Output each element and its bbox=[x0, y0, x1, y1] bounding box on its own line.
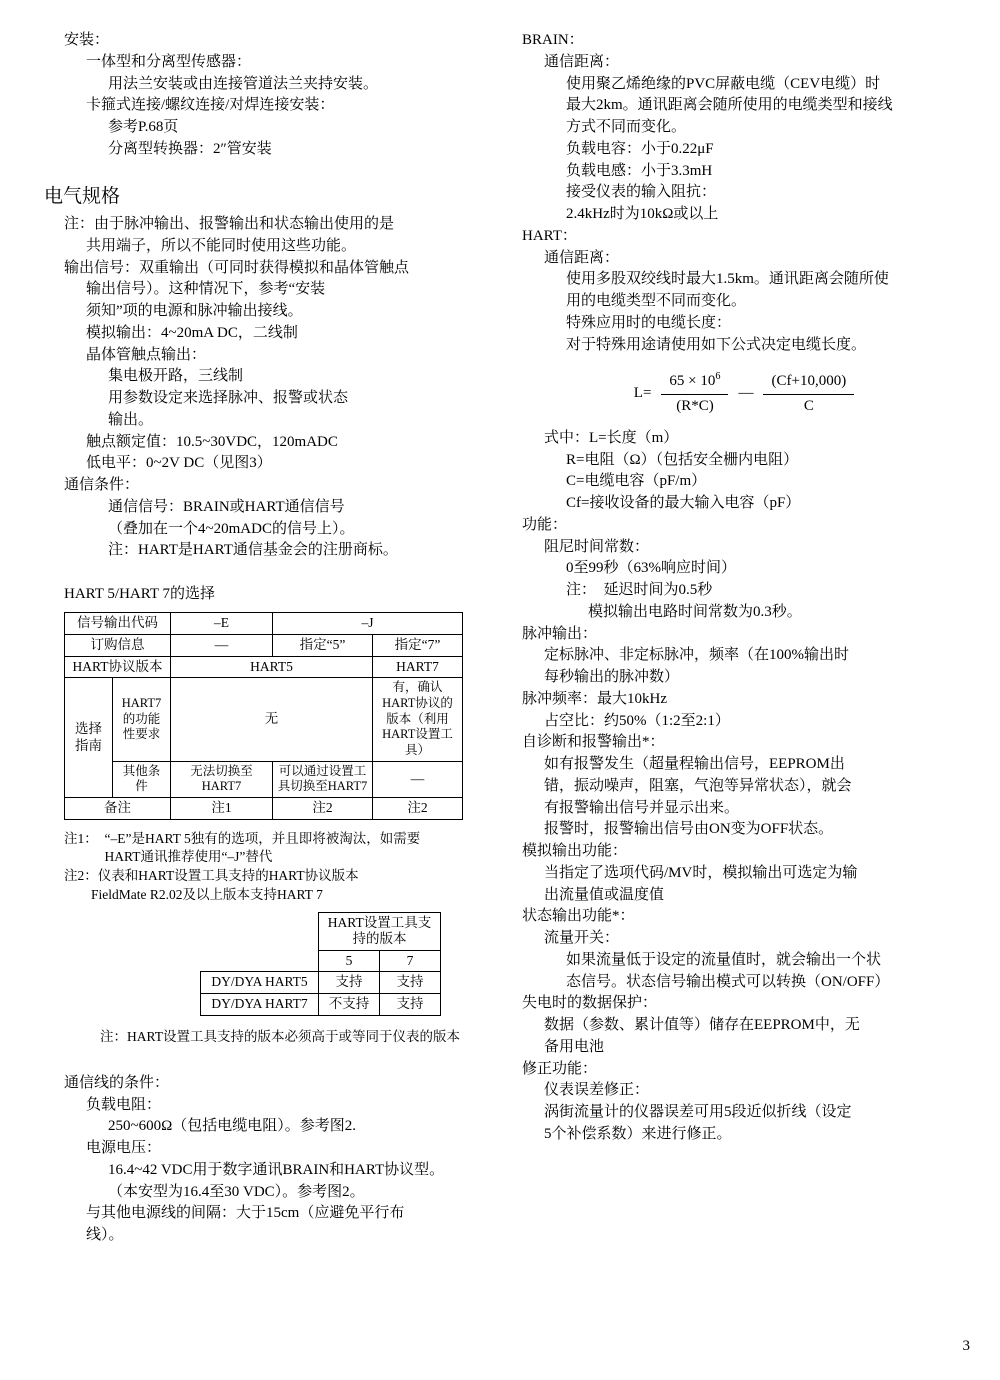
cell-none: 无 bbox=[171, 678, 373, 761]
table-row bbox=[65, 634, 463, 656]
cell-can-switch: 可以通过设置工具切换至HART7 bbox=[273, 761, 373, 797]
func-line-24: 备用电池 bbox=[544, 1038, 605, 1055]
cell-empty bbox=[201, 913, 319, 950]
cell-note2-b: 注2 bbox=[373, 797, 463, 819]
cell-signal-output-code: 信号输出代码 bbox=[65, 612, 171, 634]
func-line-9: 占空比：约50%（1:2至2:1） bbox=[544, 712, 730, 729]
func-line-19: 流量开关： bbox=[544, 930, 620, 946]
cell-yes-confirm: 有，确认HART协议的版本（利用HART设置工具） bbox=[373, 678, 463, 761]
function-block bbox=[522, 515, 972, 1146]
spec-line-11: 低电平：0~2V DC（见图3） bbox=[86, 455, 272, 472]
legend-line-0: 式中：L=长度（m） bbox=[544, 429, 679, 446]
section-title-electrical: 电气规格 bbox=[44, 185, 121, 207]
cell-hart5: HART5 bbox=[171, 656, 373, 678]
cell-col-5: 5 bbox=[319, 950, 380, 972]
cell-order-info: 订购信息 bbox=[65, 634, 171, 656]
cell-cannot-switch: 无法切换至HART7 bbox=[171, 761, 273, 797]
brain-line-2: 使用聚乙烯绝缘的PVC屏蔽电缆（CEV电缆）时 bbox=[566, 75, 881, 92]
cell-row-label-hart5: DY/DYA HART5 bbox=[201, 972, 319, 994]
table-row bbox=[201, 972, 441, 994]
brain-line-3: 最大2km。通讯距离会随所使用的电缆类型和接线 bbox=[566, 97, 893, 114]
install-line-0: 安装： bbox=[64, 32, 110, 48]
table-row bbox=[201, 950, 441, 972]
cell-hart5-v7: 支持 bbox=[380, 972, 441, 994]
spec-line-13: 通信信号：BRAIN或HART通信信号 bbox=[108, 498, 345, 515]
table-row bbox=[65, 612, 463, 634]
note-line-2: 注2：仪表和HART设置工具支持的HART协议版本 bbox=[64, 867, 359, 883]
cell-e-code: –E bbox=[171, 612, 273, 634]
cell-order-j7: 指定“7” bbox=[373, 634, 463, 656]
spec-block bbox=[42, 214, 490, 562]
spec-line-2: 输出信号：双重输出（可同时获得模拟和晶体管触点 bbox=[64, 259, 410, 276]
cell-dash: — bbox=[373, 761, 463, 797]
hart-tool-table-wrap bbox=[200, 912, 490, 1016]
cell-other-conditions: 其他条件 bbox=[113, 761, 171, 797]
comm-line-5: （本安型为16.4至30 VDC）。参考图2。 bbox=[108, 1183, 365, 1200]
cell-note1: 注1 bbox=[171, 797, 273, 819]
formula-num1-text: 65 × 10 bbox=[669, 373, 716, 390]
cell-row-label-hart7: DY/DYA HART7 bbox=[201, 994, 319, 1016]
cell-hart7-v5: 不支持 bbox=[319, 994, 380, 1016]
note-line-3: FieldMate R2.02及以上版本支持HART 7 bbox=[64, 886, 323, 902]
func-line-0: 功能： bbox=[522, 516, 568, 533]
left-column bbox=[42, 30, 490, 1247]
cell-order-e: — bbox=[171, 634, 273, 656]
formula-minus-sign: — bbox=[738, 385, 754, 402]
brain-line-6: 负载电感：小于3.3mH bbox=[566, 162, 713, 179]
legend-line-1: R=电阻（Ω）（包括安全栅内电阻） bbox=[566, 451, 799, 468]
hart-line-3: 用的电缆类型不同而变化。 bbox=[566, 293, 747, 309]
brain-line-5: 负载电容：小于0.22μF bbox=[566, 140, 714, 157]
func-line-16: 当指定了选项代码/MV时，模拟输出可选定为输 bbox=[544, 864, 858, 881]
func-line-13: 有报警输出信号并显示出来。 bbox=[544, 799, 740, 816]
func-line-14: 报警时，报警输出信号由ON变为OFF状态。 bbox=[544, 821, 834, 838]
spec-line-4: 须知”项的电源和脉冲输出接线。 bbox=[86, 303, 303, 320]
install-line-3: 卡箍式连接/螺纹连接/对焊连接安装： bbox=[86, 97, 335, 114]
brain-line-0: BRAIN： bbox=[522, 32, 584, 48]
cell-note2-a: 注2 bbox=[273, 797, 373, 819]
func-line-23: 数据（参数、累计值等）储存在EEPROM中，无 bbox=[544, 1017, 860, 1033]
note-table2: 注：HART设置工具支持的版本必须高于或等同于仪表的版本 bbox=[100, 1029, 460, 1045]
func-line-27: 涡街流量计的仪器误差可用5段近似折线（设定 bbox=[544, 1104, 852, 1120]
func-line-15: 模拟输出功能： bbox=[522, 843, 628, 859]
cell-selection-guide: 选择指南 bbox=[65, 678, 113, 797]
spec-line-12: 通信条件： bbox=[64, 477, 140, 494]
spec-line-8: 用参数设定来选择脉冲、报警或状态 bbox=[108, 390, 349, 407]
install-line-5: 分离型转换器：2″管安装 bbox=[108, 140, 272, 157]
func-line-8: 脉冲频率：最大10kHz bbox=[522, 690, 667, 707]
install-block bbox=[42, 30, 490, 161]
formula-fraction-2 bbox=[763, 371, 854, 418]
legend-line-2: C=电缆电容（pF/m） bbox=[566, 473, 707, 490]
cell-hart7: HART7 bbox=[373, 656, 463, 678]
comm-line-2: 250~600Ω（包括电缆电阻）。参考图2. bbox=[108, 1118, 357, 1135]
cell-order-j5: 指定“5” bbox=[273, 634, 373, 656]
func-line-25: 修正功能： bbox=[522, 1060, 598, 1077]
formula-legend bbox=[522, 428, 972, 515]
func-line-11: 如有报警发生（超量程输出信号，EEPROM出 bbox=[544, 756, 845, 772]
cable-length-formula bbox=[522, 370, 972, 418]
right-column bbox=[522, 30, 972, 1146]
comm-line-6: 与其他电源线的间隔：大于15cm（应避免平行布 bbox=[86, 1205, 405, 1222]
comm-line-3: 电源电压： bbox=[86, 1140, 162, 1157]
comm-line-block bbox=[42, 1073, 490, 1247]
cell-j-code: –J bbox=[273, 612, 463, 634]
func-line-10: 自诊断和报警输出*： bbox=[522, 734, 665, 751]
cell-tool-version-header: HART设置工具支持的版本 bbox=[319, 913, 441, 950]
page-number: 3 bbox=[962, 1338, 970, 1355]
notes-block-1 bbox=[64, 830, 490, 905]
func-line-12: 错，振动噪声，阻塞，气泡等异常状态），就会 bbox=[544, 777, 852, 794]
cell-hart5-v5: 支持 bbox=[319, 972, 380, 994]
spec-line-3: 输出信号）。这种情况下，参考“安装 bbox=[86, 281, 326, 298]
install-line-4: 参考P.68页 bbox=[108, 119, 179, 135]
func-line-7: 每秒输出的脉冲数） bbox=[544, 669, 680, 685]
hart-line-2: 使用多股双绞线时最大1.5km。通讯距离会随所使 bbox=[566, 271, 889, 288]
brain-line-1: 通信距离： bbox=[544, 53, 620, 70]
spec-line-5: 模拟输出：4~20mA DC，二线制 bbox=[86, 324, 298, 341]
cell-protocol-version: HART协议版本 bbox=[65, 656, 171, 678]
install-line-2: 用法兰安装或由连接管道法兰夹持安装。 bbox=[108, 75, 379, 92]
spec-line-1: 共用端子，所以不能同时使用这些功能。 bbox=[86, 237, 357, 254]
spec-line-6: 晶体管触点输出： bbox=[86, 346, 207, 363]
comm-line-4: 16.4~42 VDC用于数字通讯BRAIN和HART协议型。 bbox=[108, 1161, 445, 1178]
func-line-5: 脉冲输出： bbox=[522, 625, 598, 642]
comm-line-7: 线）。 bbox=[86, 1227, 124, 1244]
hart-line-4: 特殊应用时的电缆长度： bbox=[566, 314, 732, 331]
func-line-26: 仪表误差修正： bbox=[544, 1082, 650, 1099]
func-line-2: 0至99秒（63%响应时间） bbox=[566, 560, 736, 577]
legend-line-3: Cf=接收设备的最大输入电容（pF） bbox=[566, 495, 801, 511]
func-line-28: 5个补偿系数）来进行修正。 bbox=[544, 1125, 732, 1142]
hart-select-title: HART 5/HART 7的选择 bbox=[64, 586, 215, 603]
func-line-6: 定标脉冲、非定标脉冲，频率（在100%输出时 bbox=[544, 647, 849, 664]
formula-numerator-1 bbox=[661, 370, 728, 395]
hart-line-1: 通信距离： bbox=[544, 249, 620, 266]
brain-line-7: 接受仪表的输入阻抗： bbox=[566, 184, 717, 201]
formula-denominator-1: (R*C) bbox=[676, 398, 714, 414]
spec-line-9: 输出。 bbox=[108, 411, 154, 428]
table-row bbox=[201, 994, 441, 1016]
install-line-1: 一体型和分离型传感器： bbox=[86, 53, 252, 70]
func-line-3: 注： 延迟时间为0.5秒 bbox=[566, 582, 713, 598]
spec-line-7: 集电极开路，三线制 bbox=[108, 368, 244, 385]
comm-line-0: 通信线的条件： bbox=[64, 1074, 170, 1091]
func-line-20: 如果流量低于设定的流量值时，就会输出一个状 bbox=[566, 951, 882, 968]
func-line-4: 模拟输出电路时间常数为0.3秒。 bbox=[588, 603, 802, 620]
brain-line-8: 2.4kHz时为10kΩ或以上 bbox=[566, 206, 719, 222]
formula-denominator-2: C bbox=[803, 397, 814, 414]
hart-select-table-wrap bbox=[64, 612, 490, 820]
cell-remark: 备注 bbox=[65, 797, 171, 819]
func-line-18: 状态输出功能*： bbox=[522, 908, 635, 925]
hart-line-5: 对于特殊用途请使用如下公式决定电缆长度。 bbox=[566, 336, 867, 353]
func-line-1: 阻尼时间常数： bbox=[544, 538, 650, 555]
spec-line-10: 触点额定值：10.5~30VDC，120mADC bbox=[86, 433, 338, 450]
brain-line-4: 方式不同而变化。 bbox=[566, 119, 687, 135]
spec-line-14: （叠加在一个4~20mADC的信号上）。 bbox=[108, 520, 355, 537]
hart-line-0: HART： bbox=[522, 227, 577, 244]
note-line-0: 注1： “–E”是HART 5独有的选项，并且即将被淘汰，如需要 bbox=[64, 830, 421, 846]
table-row bbox=[201, 913, 441, 950]
table-row bbox=[65, 797, 463, 819]
table-row bbox=[65, 678, 463, 761]
table-row bbox=[65, 761, 463, 797]
formula-num1-exponent: 6 bbox=[715, 371, 721, 383]
func-line-17: 出流量值或温度值 bbox=[544, 886, 665, 903]
func-line-21: 态信号。状态信号输出模式可以转换（ON/OFF） bbox=[566, 973, 890, 990]
formula-fraction-1 bbox=[661, 370, 728, 418]
spec-line-0: 注：由于脉冲输出、报警输出和状态输出使用的是 bbox=[64, 216, 395, 233]
formula-label: L= bbox=[633, 385, 652, 402]
table-row bbox=[65, 656, 463, 678]
note-line-1: HART通讯推荐使用“–J”替代 bbox=[64, 849, 273, 865]
hart-tool-version-table bbox=[200, 912, 441, 1016]
brain-block bbox=[522, 30, 972, 356]
cell-hart7-requirement: HART7的功能性要求 bbox=[113, 678, 171, 761]
spec-line-15: 注：HART是HART通信基金会的注册商标。 bbox=[108, 542, 398, 559]
cell-hart7-v7: 支持 bbox=[380, 994, 441, 1016]
formula-numerator-2: (Cf+10,000) bbox=[763, 371, 854, 395]
comm-line-1: 负载电阻： bbox=[86, 1096, 162, 1113]
cell-empty-2 bbox=[201, 950, 319, 972]
func-line-22: 失电时的数据保护： bbox=[522, 995, 658, 1012]
cell-col-7: 7 bbox=[380, 950, 441, 972]
hart-select-table bbox=[64, 612, 463, 820]
